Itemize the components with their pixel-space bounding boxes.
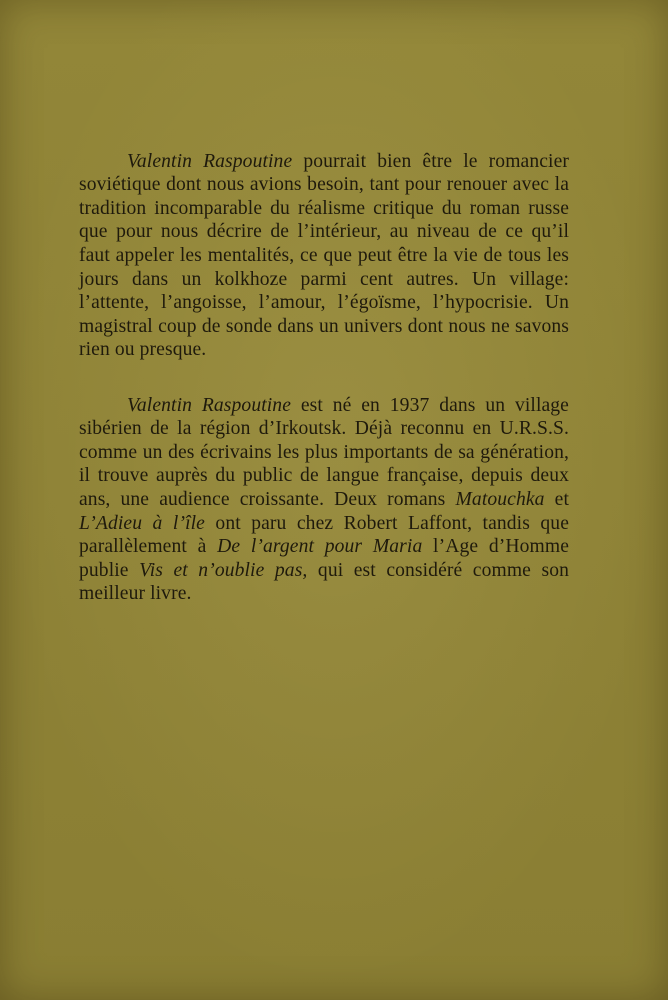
book-title-matouchka: Matouchka [455,488,545,510]
blurb-paragraph-2 [79,394,569,606]
blurb-text: pourrait bien être le romancier soviétique dont nous avions besoin, tant pour renouer avec la tradition incomparable du réalisme critique du roman russe que pour nous décrire de l’intérieur, au niveau de ce qu’il faut appeler les mentalités, ce que peut être la vie de tous les jours dans un kolkhoze parmi cent autres. Un village: l’attente, l’angoisse, l’amour, l’égoïsme, l’hypocrisie. Un magistral coup de sonde dans un univers dont nous ne savons rien ou presque. [79,150,569,361]
author-name: Valentin Raspoutine [127,394,292,416]
biography-text: et [544,488,570,510]
book-title-vis: Vis et n’oublie pas, [139,559,308,581]
biography-text: est né en 1937 dans un village sibérien de la région d’Irkoutsk. Déjà reconnu en U.R.S.S. comme un des écrivains les plus importants de sa génération, il trouve auprès du public de langue française, depuis deux ans, une audience croissante. Deux romans [79,394,569,510]
biography-text: ont paru chez Robert Laffont, tandis que parallèlement à [79,512,569,558]
biography-text: qui est considéré comme son meilleur livre. [79,559,569,605]
author-name: Valentin Raspoutine [127,150,293,172]
biography-text: l’Age d’Homme publie [79,536,569,581]
book-title-adieu: L’Adieu à l’île [79,512,205,534]
book-title-argent: De l’argent pour Maria [217,536,423,558]
blurb-paragraph-1 [79,150,569,362]
